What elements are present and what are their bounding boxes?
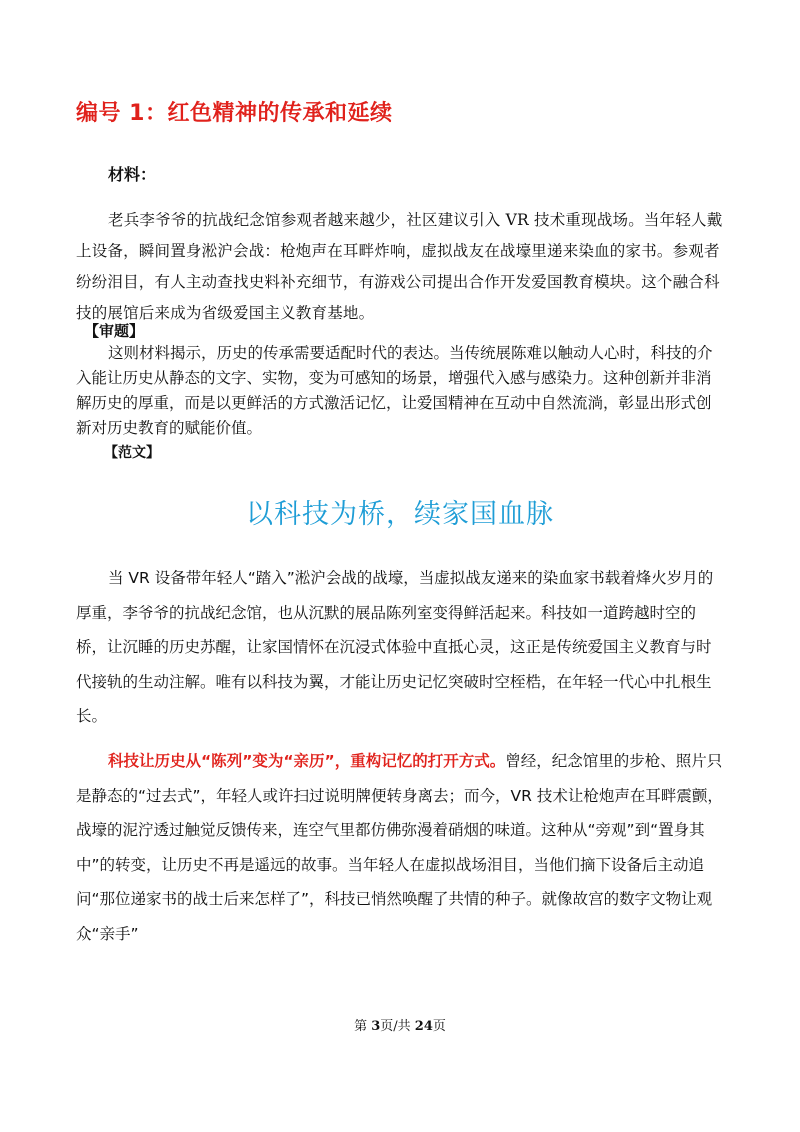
essay-paragraph-2 bbox=[76, 744, 724, 951]
essay-paragraph-1: 当 VR 设备带年轻人“踏入”淞沪会战的战壕，当虚拟战友递来的染血家书载着烽火岁月的厚重，李爷爷的抗战纪念馆，也从沉默的展品陈列室变得鲜活起来。科技如一道跨越时空的桥，让沉睡的历史苏醒，让家国情怀在沉浸式体验中直抵心灵，这正是传统爱国主义教育与时代接轨的生动注解。唯有以科技为翼，才能让历史记忆突破时空桎梏，在年轻一代心中扎根生长。 bbox=[76, 569, 714, 725]
prompt-heading: 编号 1：红色精神的传承和延续 bbox=[76, 101, 393, 126]
page-number-footer bbox=[0, 1015, 800, 1034]
material-label: 材料： bbox=[108, 165, 157, 184]
footer-suffix: 页 bbox=[432, 1019, 446, 1034]
footer-total-pages: 24 bbox=[414, 1019, 433, 1034]
essay-paragraph-2-thesis: 科技让历史从“陈列”变为“亲历”，重构记忆的打开方式。 bbox=[108, 752, 506, 770]
footer-prefix: 第 bbox=[354, 1019, 372, 1034]
material-text: 老兵李爷爷的抗战纪念馆参观者越来越少，社区建议引入 VR 技术重现战场。当年轻人戴上设备，瞬间置身淞沪会战：枪炮声在耳畔炸响，虚拟战友在战壕里递来染血的家书。参观者纷纷泪目，有人主动查找史料补充细节，有游戏公司提出合作开发爱国教育模块。这个融合科技的展馆后来成为省级爱国主义教育基地。 bbox=[76, 211, 723, 322]
footer-middle: 页/共 bbox=[380, 1019, 415, 1034]
analysis-label: 【审题】 bbox=[84, 322, 145, 340]
model-essay-label: 【范文】 bbox=[104, 445, 160, 461]
essay-title: 以科技为桥，续家国血脉 bbox=[246, 499, 554, 530]
footer-current-page: 3 bbox=[371, 1019, 381, 1034]
essay-paragraph-2-body: 曾经，纪念馆里的步枪、照片只是静态的“过去式”，年轻人或许扫过说明牌便转身离去；而今，VR 技术让枪炮声在耳畔震颤，战壕的泥泞透过触觉反馈传来，连空气里都仿佛弥漫着硝烟的味道。这种从“旁观”到“置身其中”的转变，让历史不再是遥远的故事。当年轻人在虚拟战场泪目，当他们摘下设备后主动追问“那位递家书的战士后来怎样了”，科技已悄然唤醒了共情的种子。就像故宫的数字文物让观众“亲手” bbox=[76, 752, 723, 943]
analysis-text: 这则材料揭示，历史的传承需要适配时代的表达。当传统展陈难以触动人心时，科技的介入能让历史从静态的文字、实物，变为可感知的场景，增强代入感与感染力。这种创新并非消解历史的厚重，而是以更鲜活的方式激活记忆，让爱国精神在互动中自然流淌，彰显出形式创新对历史教育的赋能价值。 bbox=[76, 344, 713, 437]
